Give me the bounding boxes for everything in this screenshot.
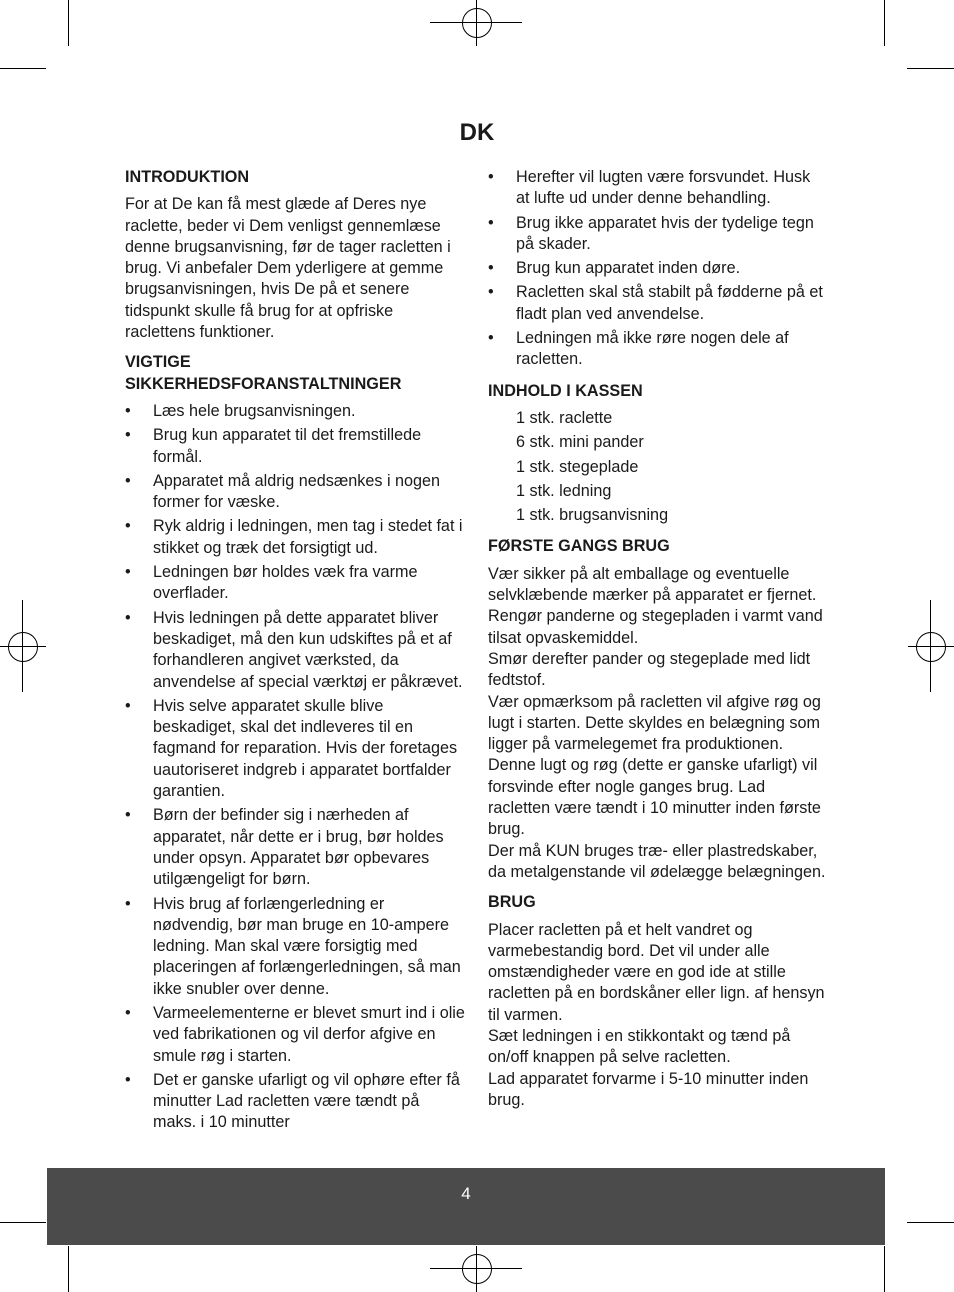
contents-heading: INDHOLD I KASSEN <box>488 381 643 400</box>
intro-text: For at De kan få mest glæde af Deres nye raclette, beder vi Dem venligst gennemlæse denne brugsanvisning, før de tager racletten i brug. Vi anbefaler Dem yderligere at gemme brugsanvisningen, hvis De på et senere tidspunkt skulle få brug for at opfriske raclettens funktioner. <box>125 195 451 342</box>
safety-list-continued <box>488 167 828 371</box>
registration-target-icon <box>8 632 38 662</box>
first-use-text <box>488 564 828 883</box>
crop-mark <box>907 1222 954 1223</box>
list-item: 1 stk. raclette <box>516 408 613 427</box>
usage-heading: BRUG <box>488 893 536 912</box>
list-item: • Hvis selve apparatet skulle blive beskadiget, skal det indleveres til en fagmand for reparation. Hvis der foretages uautoriseret indgreb i apparatet bortfalder garantien. <box>125 696 465 802</box>
paragraph: Lad apparatet forvarme i 5-10 minutter inden brug. <box>488 1069 809 1109</box>
list-item: 1 stk. ledning <box>516 481 612 500</box>
usage-text <box>488 920 828 1112</box>
list-item: • Ledningen må ikke røre nogen dele af racletten. <box>488 328 828 371</box>
list-item: • Læs hele brugsanvisningen. <box>125 401 465 422</box>
left-column <box>125 167 465 1142</box>
page-number: 4 <box>461 1184 471 1203</box>
crop-mark <box>68 0 69 46</box>
page-title: DK <box>459 119 495 146</box>
page-footer <box>47 1168 885 1245</box>
crop-mark <box>0 1222 46 1223</box>
list-item: • Ryk aldrig i ledningen, men tag i stedet fat i stikket og træk det forsigtigt ud. <box>125 516 465 559</box>
crop-mark <box>0 68 46 69</box>
list-item: • Varmeelementerne er blevet smurt ind i olie ved fabrikationen og vil derfor afgive en smule røg i starten. <box>125 1003 465 1067</box>
safety-list <box>125 401 465 1134</box>
safety-heading <box>125 352 465 395</box>
safety-heading-line1: VIGTIGE <box>125 353 191 372</box>
paragraph: Smør derefter pander og stegeplade med lidt fedtstof. <box>488 649 811 690</box>
paragraph: Vær opmærksom på racletten vil afgive røg og lugt i starten. Dette skyldes en belægning som ligger på varmelegemet fra produktionen. Denne lugt og røg (dette er ganske ufarligt) vil forsvinde efter nogle ganges brug. Lad racletten være tændt i 10 minutter inden første brug. <box>488 692 821 839</box>
crop-mark <box>907 68 954 69</box>
paragraph: Der må KUN bruges træ- eller plastredskaber, da metalgenstande vil ødelægge belægningen. <box>488 841 826 881</box>
list-item: • Racletten skal stå stabilt på fødderne på et fladt plan ved anvendelse. <box>488 282 828 325</box>
paragraph: Rengør panderne og stegepladen i varmt vand tilsat opvaskemiddel. <box>488 607 823 647</box>
list-item: • Brug kun apparatet inden døre. <box>488 258 828 279</box>
list-item: • Brug ikke apparatet hvis der tydelige tegn på skader. <box>488 213 828 256</box>
first-use-heading: FØRSTE GANGS BRUG <box>488 537 670 556</box>
list-item: • Ledningen bør holdes væk fra varme overflader. <box>125 562 465 605</box>
registration-target-icon <box>462 1254 492 1284</box>
crop-mark <box>884 1246 885 1292</box>
list-item: • Børn der befinder sig i nærheden af apparatet, når dette er i brug, bør holdes under opsyn. Apparatet bør opbevares utilgængeligt for børn. <box>125 805 465 890</box>
list-item: 1 stk. stegeplade <box>516 457 639 476</box>
registration-target-icon <box>462 8 492 38</box>
list-item: 6 stk. mini pander <box>516 433 644 452</box>
list-item: • Herefter vil lugten være forsvundet. Husk at lufte ud under denne behandling. <box>488 167 828 210</box>
safety-heading-line2: SIKKERHEDSFORANSTALTNINGER <box>125 374 402 393</box>
crop-mark <box>884 0 885 46</box>
paragraph: Vær sikker på alt emballage og eventuelle selvklæbende mærker på apparatet er fjernet. <box>488 564 817 605</box>
list-item: • Apparatet må aldrig nedsænkes i nogen former for væske. <box>125 471 465 514</box>
contents-list <box>488 408 828 526</box>
intro-heading: INTRODUKTION <box>125 168 250 186</box>
list-item: • Hvis ledningen på dette apparatet bliver beskadiget, må den kun udskiftes på et af forhandleren angivet værksted, da anvendelse af special værktøj er påkrævet. <box>125 608 465 693</box>
list-item: • Brug kun apparatet til det fremstillede formål. <box>125 425 465 468</box>
list-item: 1 stk. brugsanvisning <box>516 506 669 525</box>
list-item: • Det er ganske ufarligt og vil ophøre efter få minutter Lad racletten være tændt på maks. i 10 minutter <box>125 1070 465 1134</box>
crop-mark <box>68 1246 69 1292</box>
right-column <box>488 167 828 1120</box>
paragraph: Placer racletten på et helt vandret og varmebestandig bord. Det vil under alle omstændigheder være en god ide at stille racletten på en bordskåner eller lign. af hensyn til varmen. <box>488 920 825 1024</box>
registration-target-icon <box>916 632 946 662</box>
list-item: • Hvis brug af forlængerledning er nødvendig, bør man bruge en 10-ampere ledning. Man skal være forsigtig med placeringen af forlængerledningen, så man ikke snubler over denne. <box>125 894 465 1000</box>
paragraph: Sæt ledningen i en stikkontakt og tænd på on/off knappen på selve racletten. <box>488 1026 791 1067</box>
